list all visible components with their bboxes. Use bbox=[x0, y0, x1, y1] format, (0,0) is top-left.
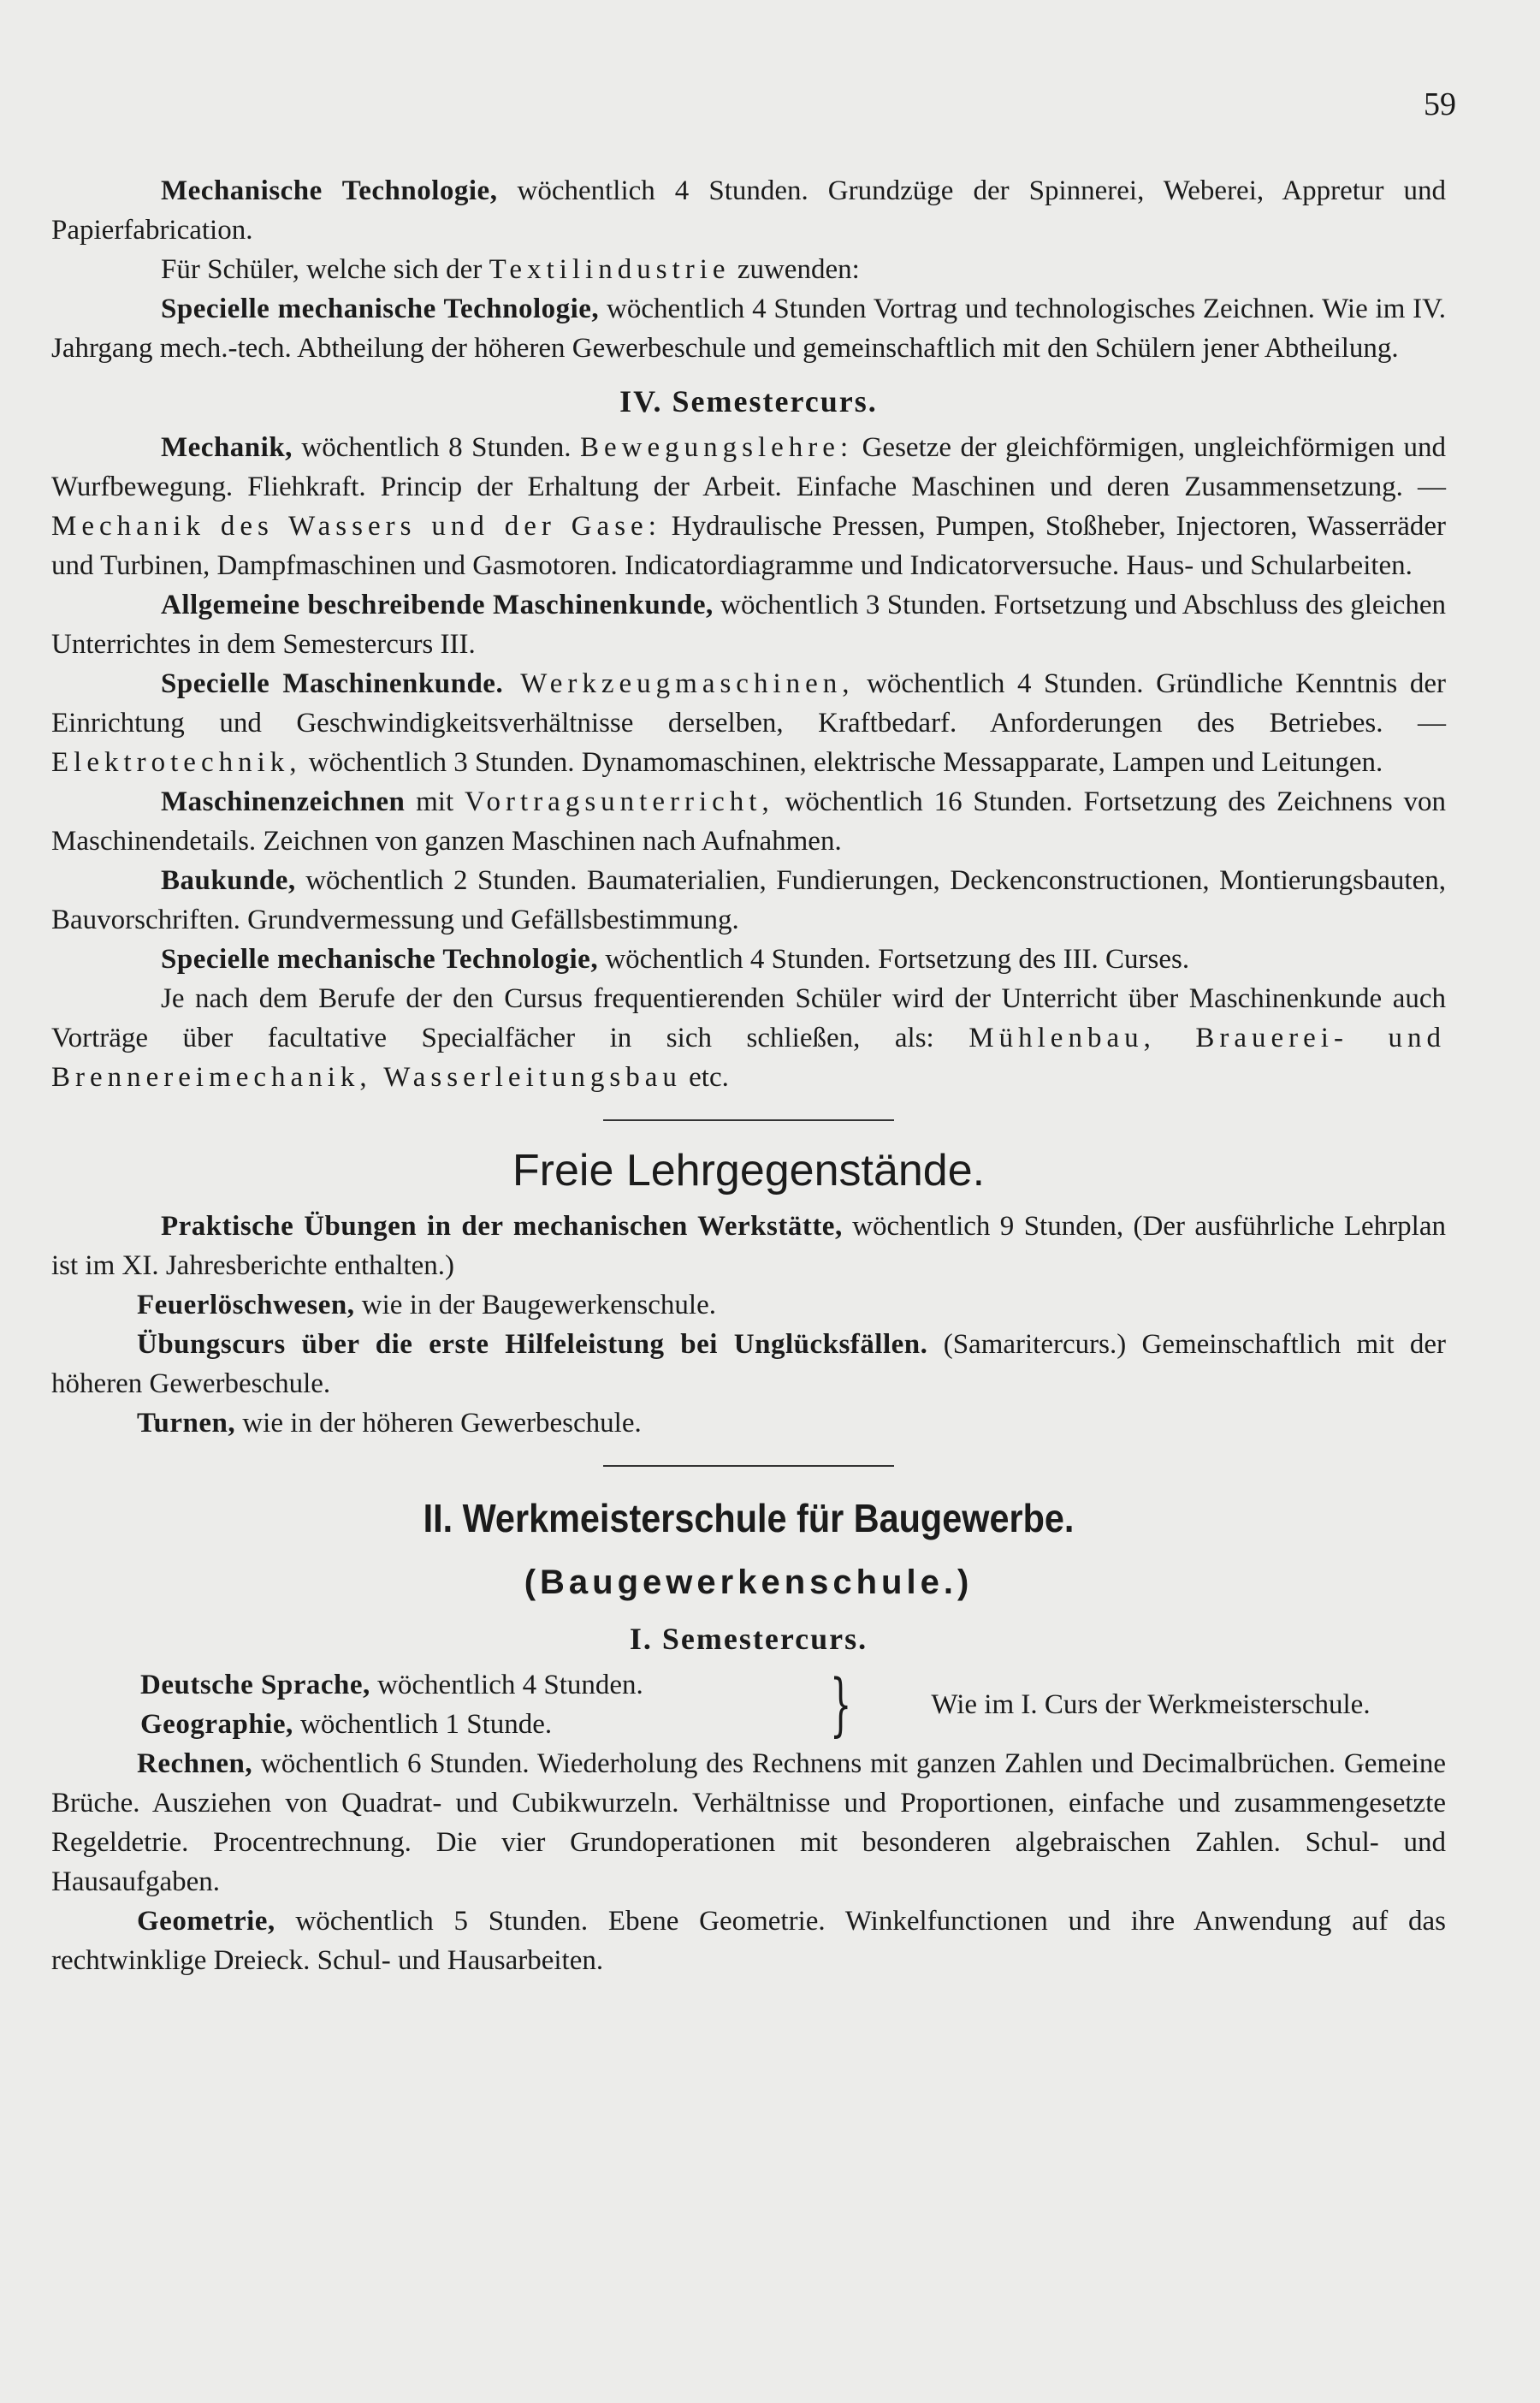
term-feuerloeschwesen: Feuerlöschwesen, bbox=[137, 1290, 355, 1320]
brace-group-items bbox=[51, 1665, 821, 1744]
paragraph-text: wöchentlich 2 Stunden. Baumaterialien, Fundierungen, Deckenconstructionen, Montierungsbauten, Bauvorschriften. Grundvermessung und Gefällsbestimmung. bbox=[51, 865, 1446, 935]
term-turnen: Turnen, bbox=[137, 1408, 236, 1439]
term-maschinenzeichnen: Maschinenzeichnen bbox=[161, 786, 406, 817]
paragraph-text: wöchentlich 4 Stunden. Gründliche Kenntnis der Einrichtung und Geschwindigkeitsverhältnisse derselben, Kraftbedarf. Anforderungen des Betriebes. — bbox=[51, 668, 1446, 739]
paragraph-text: Gesetze der gleichförmigen, ungleichförmigen und Wurfbewegung. Fliehkraft. Princip der Erhaltung der Arbeit. Einfache Maschinen und deren Zusammensetzung. — bbox=[51, 432, 1446, 502]
paragraph-deutsche-sprache bbox=[51, 1665, 821, 1705]
paragraph-specielle-technologie-iii bbox=[51, 940, 1446, 979]
paragraph-text: wöchentlich 4 Stunden. Fortsetzung des III. Curses. bbox=[598, 944, 1190, 975]
paragraph-text: wöchentlich 3 Stunden. Fortsetzung und Abschluss des gleichen Unterrichtes in dem Semestercurs III. bbox=[51, 590, 1446, 660]
term-mechanische-technologie: Mechanische Technologie, bbox=[161, 175, 498, 206]
paragraph-text: wöchentlich 4 Stunden. Grundzüge der Spinnerei, Weberei, Appretur und Papierfabrication. bbox=[51, 175, 1446, 246]
school-title: II. Werkmeisterschule für Baugewerbe. bbox=[423, 1496, 1075, 1540]
paragraph-text: wöchentlich 4 Stunden. bbox=[370, 1670, 643, 1700]
paragraph-uebungscurs bbox=[51, 1325, 1446, 1403]
term-specielle-technologie: Specielle mechanische Technologie, bbox=[161, 944, 599, 975]
paragraph-text: zuwenden: bbox=[730, 254, 860, 285]
paragraph-text: wöchentlich 4 Stunden Vortrag und technologisches Zeichnen. Wie im IV. Jahrgang mech.-tech. Abtheilung der höheren Gewerbeschule und gemeinschaftlich mit den Schülern jener Abtheilung. bbox=[51, 294, 1446, 364]
paragraph-geographie bbox=[51, 1705, 821, 1744]
paragraph-specielle-technologie bbox=[51, 289, 1446, 368]
paragraph-text: wöchentlich 8 Stunden. bbox=[292, 432, 581, 463]
term-allgemeine-maschinenkunde: Allgemeine beschreibende Maschinenkunde, bbox=[161, 590, 714, 620]
paragraph-specielle-maschinenkunde bbox=[51, 664, 1446, 782]
paragraph-text: etc. bbox=[681, 1062, 729, 1093]
term-specielle-technologie: Specielle mechanische Technologie, bbox=[161, 294, 600, 324]
block-freie bbox=[51, 1207, 1446, 1443]
paragraph-text: Hydraulische Pressen, Pumpen, Stoßheber, Injectoren, Wasserräder und Turbinen, Dampfmaschinen und Gasmotoren. Indicatordiagramme und Indicatorversuche. Haus- und Schularbeiten. bbox=[51, 511, 1446, 581]
paragraph-je-nach-berufe bbox=[51, 979, 1446, 1097]
paragraph-text: wie in der höheren Gewerbeschule. bbox=[235, 1408, 642, 1439]
paragraph-text: wöchentlich 5 Stunden. Ebene Geometrie. Winkelfunctionen und ihre Anwendung auf das rechtwinklige Dreieck. Schul- und Hausarbeiten. bbox=[51, 1906, 1446, 1976]
paragraph-rechnen bbox=[51, 1744, 1446, 1902]
spaced-term: Bewegungslehre: bbox=[580, 432, 854, 463]
section-heading-freie: Freie Lehrgegenstände. bbox=[512, 1146, 986, 1196]
school-subtitle: (Baugewerkenschule.) bbox=[524, 1563, 974, 1601]
paragraph-text: wöchentlich 9 Stunden, (Der ausführliche Lehrplan ist im XI. Jahresberichte enthalten.) bbox=[51, 1211, 1446, 1281]
curly-brace-icon: } bbox=[830, 1664, 852, 1744]
term-mechanik: Mechanik, bbox=[161, 432, 293, 463]
section-heading-i: I. Semestercurs. bbox=[629, 1622, 868, 1656]
paragraph-text: wöchentlich 6 Stunden. Wiederholung des Rechnens mit ganzen Zahlen und Decimalbrüchen. Gemeine Brüche. Ausziehen von Quadrat- und Cubikwurzeln. Verhältnisse und Proportionen, einfache und zusammengesetzte Regeldetrie. Procentrechnung. Die vier Grundoperationen mit besonderen algebraischen Zahlen. Schul- und Hausaufgaben. bbox=[51, 1748, 1446, 1897]
paragraph-feuerloeschwesen bbox=[51, 1285, 1446, 1325]
term-geographie: Geographie, bbox=[140, 1709, 293, 1740]
term-specielle-maschinenkunde: Specielle Maschinenkunde. bbox=[161, 668, 504, 699]
paragraph-baukunde bbox=[51, 861, 1446, 940]
paragraph-text: wöchentlich 1 Stunde. bbox=[293, 1709, 553, 1740]
paragraph-text: wöchentlich 3 Stunden. Dynamomaschinen, elektrische Messapparate, Lampen und Leitungen. bbox=[301, 747, 1383, 778]
spaced-term: Textilindustrie bbox=[489, 254, 731, 285]
block-semester-i bbox=[51, 1665, 1446, 1980]
page-number: 59 bbox=[1424, 86, 1456, 122]
paragraph-allgemeine-maschinenkunde bbox=[51, 585, 1446, 664]
paragraph-mechanik bbox=[51, 428, 1446, 585]
block-textile bbox=[51, 171, 1446, 368]
paragraph-text: (Samaritercurs.) Gemeinschaftlich mit der höheren Gewerbeschule. bbox=[51, 1329, 1446, 1399]
divider-rule bbox=[603, 1119, 894, 1121]
term-praktische-uebungen: Praktische Übungen in der mechanischen Werkstätte, bbox=[161, 1211, 843, 1242]
spaced-term: Mechanik des Wassers und der Gase: bbox=[51, 511, 661, 542]
term-deutsche-sprache: Deutsche Sprache, bbox=[140, 1670, 370, 1700]
paragraph-mechanische-technologie bbox=[51, 171, 1446, 250]
section-heading-iv: IV. Semestercurs. bbox=[619, 384, 878, 418]
brace-group bbox=[51, 1665, 1446, 1744]
divider-rule bbox=[603, 1465, 894, 1467]
paragraph-text: wöchentlich 16 Stunden. Fortsetzung des Zeichnens von Maschinendetails. Zeichnen von ganzen Maschinen nach Aufnahmen. bbox=[51, 786, 1446, 857]
block-semester-iv bbox=[51, 428, 1446, 1097]
spaced-term: Vortragsunterricht, bbox=[464, 786, 774, 817]
brace-note: Wie im I. Curs der Werkmeisterschule. bbox=[931, 1689, 1371, 1720]
term-baukunde: Baukunde, bbox=[161, 865, 296, 896]
paragraph-turnen bbox=[51, 1403, 1446, 1443]
spaced-term: Elektrotechnik, bbox=[51, 747, 302, 778]
term-uebungscurs: Übungscurs über die erste Hilfeleistung bei Unglücksfällen. bbox=[137, 1329, 928, 1360]
paragraph-praktische-uebungen bbox=[51, 1207, 1446, 1285]
paragraph-text: mit bbox=[405, 786, 465, 817]
paragraph-textilindustrie bbox=[51, 250, 1446, 289]
paragraph-text: wie in der Baugewerkenschule. bbox=[354, 1290, 716, 1320]
term-geometrie: Geometrie, bbox=[137, 1906, 275, 1937]
paragraph-geometrie bbox=[51, 1902, 1446, 1980]
term-rechnen: Rechnen, bbox=[137, 1748, 253, 1779]
paragraph-maschinenzeichnen bbox=[51, 782, 1446, 861]
spaced-term: Werkzeugmaschinen, bbox=[503, 668, 855, 699]
paragraph-text: Für Schüler, welche sich der bbox=[161, 254, 489, 285]
spaced-term: Mühlenbau, Brauerei- und Brennereimechanik, Wasserleitungsbau bbox=[51, 1023, 1446, 1093]
paragraph-text: Je nach dem Berufe der den Cursus frequentierenden Schüler wird der Unterricht über Maschinenkunde auch Vorträge über facultative Specialfächer in sich schließen, als: bbox=[51, 983, 1446, 1053]
